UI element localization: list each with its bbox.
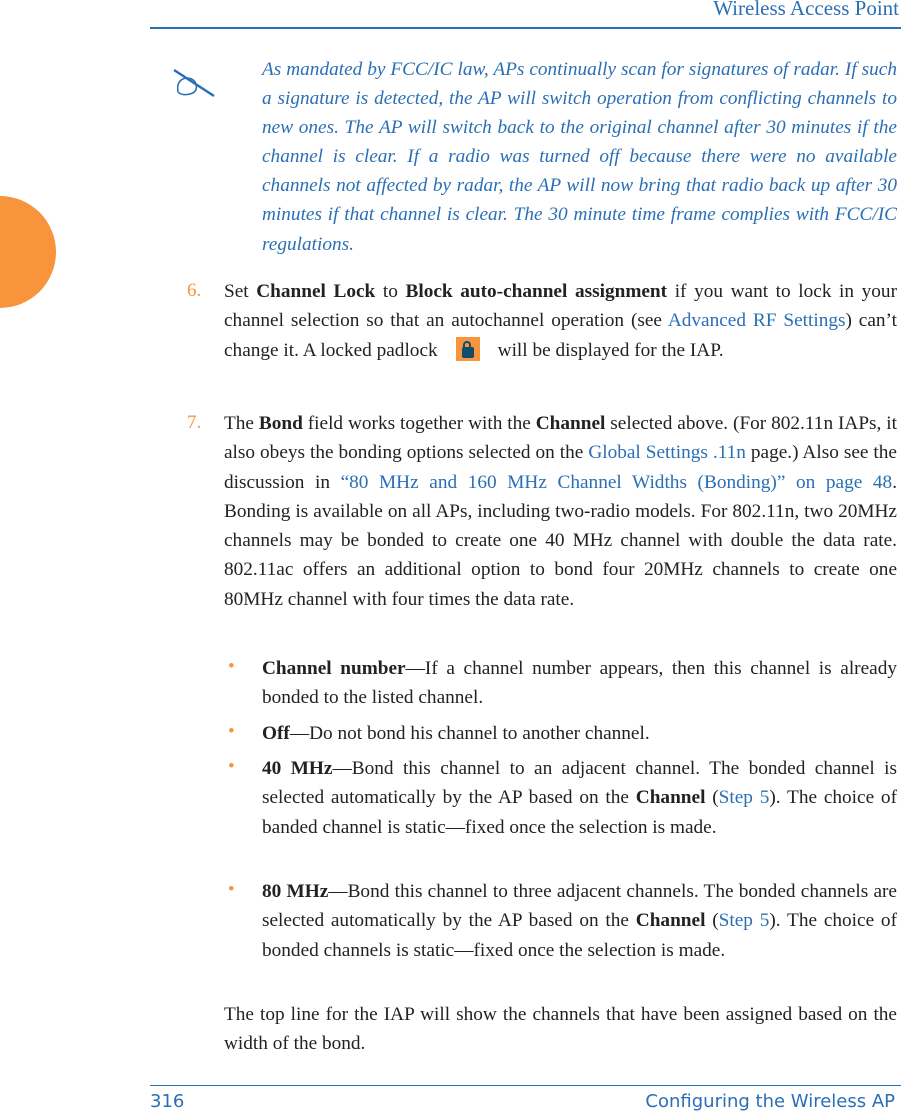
text-run: ( <box>705 910 719 932</box>
text-run: ( <box>705 787 719 809</box>
text-run: if you want to lock in your channel selection so that an autochannel operation (see <box>224 281 897 332</box>
running-header: Wireless Access Point <box>713 0 899 20</box>
text-run: —If a channel number appears, then this channel is already bonded to the listed channel. <box>262 658 897 709</box>
bullet-item <box>262 877 897 965</box>
header-rule <box>150 27 901 29</box>
text-run: page.) Also see the discussion in <box>224 442 897 493</box>
bold-term: Channel <box>635 787 706 809</box>
bold-term: Channel <box>635 910 706 932</box>
text-run: ). The choice of banded channel is static—fixed once the selection is made. <box>262 787 897 838</box>
text-run: ). The choice of bonded channels is static—fixed once the selection is made. <box>262 910 897 961</box>
text-run: The <box>224 413 259 434</box>
text-run: to <box>375 281 406 302</box>
note-text: As mandated by FCC/IC law, APs continually scan for signatures of radar. If such a signature is detected, the AP will switch operation from conflicting channels to new ones. The AP will switch back to the original channel after 30 minutes if the channel is clear. If a radio was turned off because there were no available channels not affected by radar, the AP will now bring that radio back up after 30 minutes if that channel is clear. The 30 minute time frame complies with FCC/IC regulations. <box>262 59 897 255</box>
cross-reference-link[interactable]: “80 MHz and 160 MHz Channel Widths (Bonding)” on page 48 <box>340 471 893 493</box>
cross-reference-link[interactable]: Advanced RF Settings <box>667 310 846 332</box>
bold-term: Off <box>262 723 290 744</box>
closing-paragraph: The top line for the IAP will show the channels that have been assigned based on the width of the bond. <box>224 1004 897 1055</box>
bullet-icon: • <box>228 721 235 742</box>
text-run: will be displayed for the IAP. <box>497 339 724 361</box>
bold-term: Channel number <box>262 658 406 679</box>
bold-term: Channel Lock <box>256 281 376 302</box>
footer-section: Configuring the Wireless AP <box>645 1091 895 1112</box>
bold-term: Block auto-channel assignment <box>405 281 668 302</box>
page-number: 316 <box>150 1091 185 1112</box>
text-run: ) can’t change it. A locked padlock <box>224 310 897 361</box>
text-run: Set <box>224 281 257 302</box>
bullet-icon: • <box>228 656 235 677</box>
step-7-text <box>224 409 897 614</box>
cross-reference-link[interactable]: Step 5 <box>718 787 770 809</box>
bullet-item <box>262 719 897 748</box>
bullet-item <box>262 654 897 713</box>
bold-term: 80 MHz <box>262 881 329 902</box>
cross-reference-link[interactable]: Global Settings .11n <box>588 442 746 464</box>
bullet-icon: • <box>228 756 235 777</box>
footer-rule <box>150 1085 901 1086</box>
text-run: selected above. (For 802.11n IAPs, it also obeys the bonding options selected on the <box>224 413 897 464</box>
text-run: —Bond this channel to an adjacent channel. The bonded channel is selected automatically by the AP based on the <box>262 758 897 809</box>
padlock-icon <box>456 337 480 361</box>
step-number: 6. <box>187 280 202 301</box>
pencil-note-icon <box>170 66 218 102</box>
chapter-tab <box>0 196 56 308</box>
bold-term: Channel <box>535 413 606 434</box>
text-run: —Do not bond his channel to another channel. <box>289 723 650 744</box>
text-run: . Bonding is available on all APs, including two-radio models. For 802.11n, two 20MHz channels may be bonded to create one 40 MHz channel with double the data rate. 802.11ac offers an additional option to bond four 20MHz channels to create one 80MHz channel with four times the data rate. <box>224 471 898 610</box>
step-6-text <box>224 277 897 365</box>
cross-reference-link[interactable]: Step 5 <box>718 910 770 932</box>
text-run: —Bond this channel to three adjacent channels. The bonded channels are selected automatically by the AP based on the <box>262 881 897 932</box>
bold-term: 40 MHz <box>262 758 333 779</box>
bold-term: Bond <box>258 413 303 434</box>
text-run: field works together with the <box>302 413 536 434</box>
step-number: 7. <box>187 412 202 433</box>
bullet-icon: • <box>228 879 235 900</box>
bullet-item <box>262 754 897 842</box>
